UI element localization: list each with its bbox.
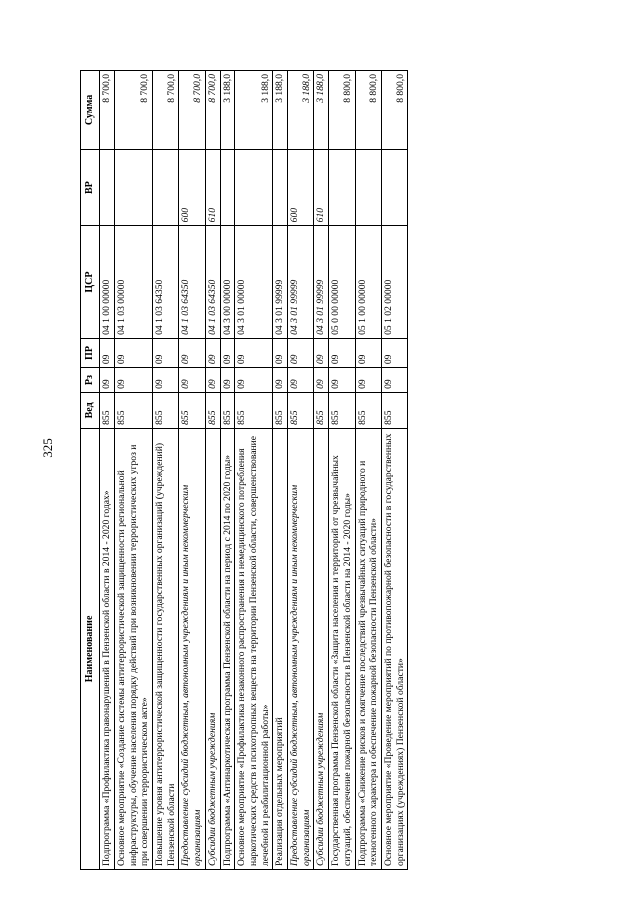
table-row	[100, 71, 115, 870]
row-ved: 855	[235, 392, 273, 428]
row-csr: 05 1 00 00000	[355, 226, 381, 339]
table-row	[153, 71, 179, 870]
table-row	[288, 71, 314, 870]
row-ved: 855	[179, 392, 205, 428]
row-rz: 09	[100, 368, 115, 393]
row-pr: 09	[205, 338, 220, 367]
row-csr: 04 1 03 64350	[205, 226, 220, 339]
row-rz: 09	[153, 368, 179, 393]
row-ved: 855	[355, 392, 381, 428]
header-name: Наименование	[81, 428, 100, 869]
row-name: Реализация отдельных мероприятий	[273, 428, 288, 869]
row-vr	[273, 149, 288, 226]
header-rz: Рз	[81, 368, 100, 393]
row-sum: 8 700,0	[153, 71, 179, 150]
row-ved: 855	[153, 392, 179, 428]
row-pr: 09	[179, 338, 205, 367]
row-ved: 855	[381, 392, 407, 428]
row-csr: 04 1 00 00000	[100, 226, 115, 339]
row-csr: 04 1 03 64350	[179, 226, 205, 339]
header-pr: ПР	[81, 338, 100, 367]
row-ved: 855	[329, 392, 355, 428]
row-ved: 855	[100, 392, 115, 428]
table-row	[205, 71, 220, 870]
table-row	[220, 71, 235, 870]
row-csr: 04 3 01 99999	[314, 226, 329, 339]
row-pr: 09	[355, 338, 381, 367]
header-csr: ЦСР	[81, 226, 100, 339]
row-name: Предоставление субсидий бюджетным, автономным учреждениям и иным некоммерческим организациям	[179, 428, 205, 869]
row-name: Предоставление субсидий бюджетным, автономным учреждениям и иным некоммерческим организациям	[288, 428, 314, 869]
row-vr	[381, 149, 407, 226]
row-sum: 3 188,0	[235, 71, 273, 150]
row-rz: 09	[205, 368, 220, 393]
row-pr: 09	[100, 338, 115, 367]
row-csr: 04 3 01 99999	[273, 226, 288, 339]
table-row	[381, 71, 407, 870]
row-pr: 09	[329, 338, 355, 367]
row-rz: 09	[273, 368, 288, 393]
table-row	[329, 71, 355, 870]
row-vr	[220, 149, 235, 226]
row-vr	[114, 149, 152, 226]
row-sum: 8 800,0	[355, 71, 381, 150]
row-sum: 8 700,0	[100, 71, 115, 150]
row-name: Основное мероприятие «Профилактика незаконного распространения и немедицинского потребления наркотических средств и психотропных веществ на территории Пензенской области, совершенствование лечебной и реабилитационной работы»	[235, 428, 273, 869]
row-ved: 855	[220, 392, 235, 428]
row-ved: 855	[205, 392, 220, 428]
row-sum: 3 188,0	[273, 71, 288, 150]
budget-table	[80, 70, 408, 870]
row-rz: 09	[314, 368, 329, 393]
row-pr: 09	[235, 338, 273, 367]
row-rz: 09	[235, 368, 273, 393]
row-vr	[329, 149, 355, 226]
row-name: Основное мероприятие «Создание системы антитеррористической защищенности региональной инфраструктуры, обучение населения порядку действий при возникновении террористических угроз и при совершении террористическом акте»	[114, 428, 152, 869]
row-vr	[235, 149, 273, 226]
row-sum: 8 800,0	[381, 71, 407, 150]
row-pr: 09	[220, 338, 235, 367]
row-vr: 600	[179, 149, 205, 226]
row-csr: 04 3 00 00000	[220, 226, 235, 339]
row-csr: 04 3 01 99999	[288, 226, 314, 339]
row-csr: 05 0 00 00000	[329, 226, 355, 339]
row-pr: 09	[314, 338, 329, 367]
row-csr: 05 1 02 00000	[381, 226, 407, 339]
row-ved: 855	[288, 392, 314, 428]
header-sum: Сумма	[81, 71, 100, 150]
row-vr	[153, 149, 179, 226]
page-number: 325	[39, 438, 55, 458]
row-csr: 04 1 03 64350	[153, 226, 179, 339]
table-row	[235, 71, 273, 870]
row-vr	[100, 149, 115, 226]
row-pr: 09	[288, 338, 314, 367]
table-body	[100, 71, 408, 870]
table-row	[273, 71, 288, 870]
row-rz: 09	[355, 368, 381, 393]
row-vr	[355, 149, 381, 226]
row-sum: 8 700,0	[179, 71, 205, 150]
row-vr: 600	[288, 149, 314, 226]
table-row	[314, 71, 329, 870]
row-name: Подпрограмма «Антинаркотическая программа Пензенской области на период с 2014 по 2020 годы»	[220, 428, 235, 869]
row-name: Повышение уровня антитеррористической защищенности государственных организаций (учреждений) Пензенской области	[153, 428, 179, 869]
row-sum: 3 188,0	[288, 71, 314, 150]
row-sum: 8 700,0	[114, 71, 152, 150]
row-sum: 8 800,0	[329, 71, 355, 150]
table-header-row	[81, 71, 100, 870]
row-sum: 3 188,0	[220, 71, 235, 150]
row-rz: 09	[179, 368, 205, 393]
header-vr: ВР	[81, 149, 100, 226]
row-ved: 855	[273, 392, 288, 428]
row-name: Субсидии бюджетным учреждениям	[205, 428, 220, 869]
row-rz: 09	[114, 368, 152, 393]
row-name: Государственная программа Пензенской области «Защита населения и территорий от чрезвычайных ситуаций, обеспечение пожарной безопасности в Пензенской области на 2014 - 2020 годы»	[329, 428, 355, 869]
table-row	[179, 71, 205, 870]
row-ved: 855	[314, 392, 329, 428]
header-ved: Вед	[81, 392, 100, 428]
row-rz: 09	[329, 368, 355, 393]
row-name: Подпрограмма «Снижение рисков и смягчение последствий чрезвычайных ситуаций природного и техногенного характера и обеспечение пожарной безопасности Пензенской области»	[355, 428, 381, 869]
row-name: Подпрограмма «Профилактика правонарушений в Пензенской области в 2014 - 2020 годах»	[100, 428, 115, 869]
row-sum: 3 188,0	[314, 71, 329, 150]
row-csr: 04 1 03 00000	[114, 226, 152, 339]
row-pr: 09	[381, 338, 407, 367]
row-pr: 09	[153, 338, 179, 367]
row-rz: 09	[220, 368, 235, 393]
row-pr: 09	[114, 338, 152, 367]
row-sum: 8 700,0	[205, 71, 220, 150]
row-name: Основное мероприятие «Проведение мероприятий по противопожарной безопасности в государственных организациях (учреждениях) Пензенской области»	[381, 428, 407, 869]
row-vr: 610	[205, 149, 220, 226]
table-row	[355, 71, 381, 870]
row-vr: 610	[314, 149, 329, 226]
row-rz: 09	[288, 368, 314, 393]
rotated-table-wrapper	[80, 70, 545, 870]
table-row	[114, 71, 152, 870]
row-ved: 855	[114, 392, 152, 428]
row-name: Субсидии бюджетным учреждениям	[314, 428, 329, 869]
row-csr: 04 3 01 00000	[235, 226, 273, 339]
row-rz: 09	[381, 368, 407, 393]
row-pr: 09	[273, 338, 288, 367]
